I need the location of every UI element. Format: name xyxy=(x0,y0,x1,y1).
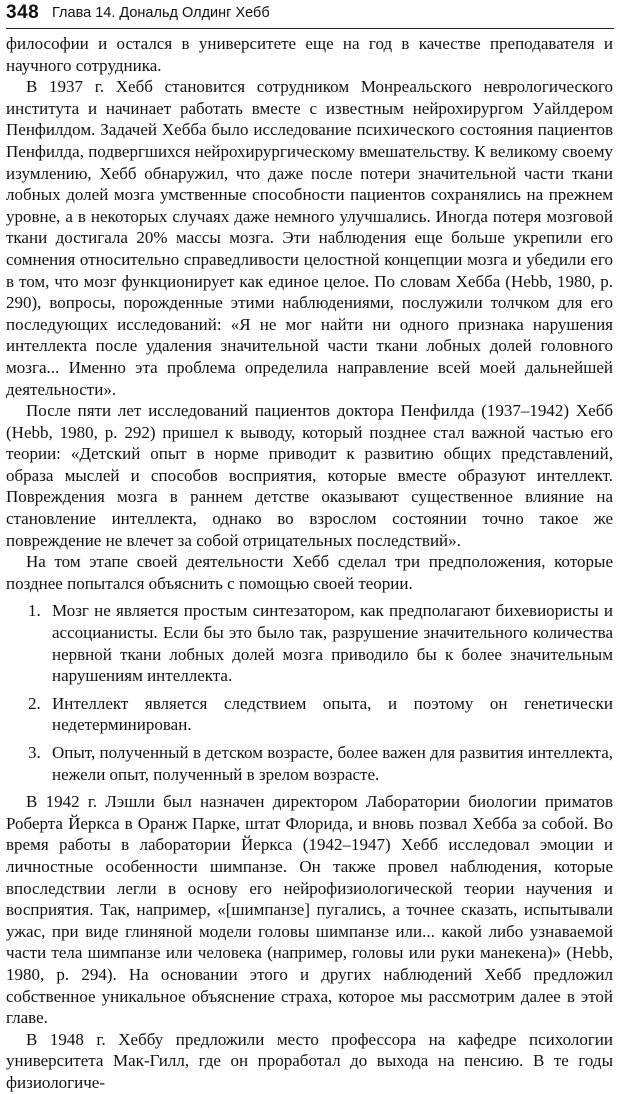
list-item xyxy=(6,742,613,785)
list-item-number: 3. xyxy=(28,743,41,762)
list-item-text: Опыт, полученный в детском возрасте, более важен для развития интеллекта, нежели опыт, полученный в зрелом возрасте. xyxy=(52,743,613,784)
list-item xyxy=(6,600,613,686)
list-item-number: 1. xyxy=(28,601,41,621)
paragraph-1948: В 1948 г. Хеббу предложили место профессора на кафедре психологии университета Мак-Гилл, где он проработал до выхода на пенсию. В те годы физиологиче- xyxy=(6,1029,613,1092)
paragraph-1937: В 1937 г. Хебб становится сотрудником Монреальского неврологического института и начинает работать вместе с известным нейрохирургом Уайлдером Пенфилдом. Задачей Хебба было исследование психического состояния пациентов Пенфилда, подвергшихся нейрохирургическому вмешательству. К великому своему изумлению, Хебб обнаружил, что даже после потери значительной части ткани лобных долей мозга умственные способности пациентов сохранялись на прежнем уровне, а в некоторых случаях даже немного улучшались. Иногда потеря мозговой ткани достигала 20% массы мозга. Эти наблюдения еще больше укрепили его сомнения относительно справедливости целостной концепции мозга и убедили его в том, что мозг функционирует как единое целое. По словам Хебба (Hebb, 1980, p. 290), вопросы, порожденные этими наблюдениями, послужили толчком для его последующих исследований: «Я не мог найти ни одного признака нарушения интеллекта после удаления значительной части ткани лобных долей головного мозга... Именно эта проблема определила направление всей моей дальнейшей деятельности». xyxy=(6,77,613,399)
page-body xyxy=(6,33,613,1094)
running-title: Глава 14. Дональд Олдинг Хебб xyxy=(52,5,270,21)
paragraph-1942: В 1942 г. Лэшли был назначен директором Лаборатории биологии приматов Роберта Йеркса в Оранж Парке, штат Флорида, и вновь позвал Хебба за собой. Во время работы в лаборатории Йеркса (1942–1947) Хебб исследовал эмоции и личностные особенности шимпанзе. Он также провел наблюдения, которые впоследствии легли в основу его нейрофизиологической теории научения и восприятия. Так, например, «[шимпанзе] пугались, а точнее сказать, испытывали ужас, при виде глиняной модели головы шимпанзе или... какой либо узнаваемой части тела шимпанзе или человека (например, головы или руки манекена)» (Hebb, 1980, p. 294). На основании этого и других наблюдений Хебб предложил собственное уникальное объяснение страха, которое мы рассмотрим далее в этой главе. xyxy=(6,792,613,1028)
page-header xyxy=(6,2,614,29)
list-item-number: 2. xyxy=(28,693,41,713)
list-item-text: Интеллект является следствием опыта, и поэтому он генетически недетерминирован. xyxy=(52,693,613,735)
list-item xyxy=(6,693,613,736)
paragraph-penfield-study: После пяти лет исследований пациентов доктора Пенфилда (1937–1942) Хебб (Hebb, 1980, p. 292) пришел к выводу, который позднее стал важной частью его теории: «Детский опыт в норме приводит к развитию общих представлений, образа мыслей и способов восприятия, которые вместе образуют интеллект. Повреждения мозга в раннем детстве оказывают существенное влияние на становление интеллекта, однако во взрослом состоянии точно такое же повреждение не влечет за собой отрицательных последствий». xyxy=(6,401,613,550)
list-item-text: Мозг не является простым синтезатором, как предполагают бихевиористы и ассоцианисты. Если бы это было так, разрушение значительного количества нервной ткани лобных долей мозга приводило бы к более значительным нарушениям интеллекта. xyxy=(52,601,613,686)
page-number: 348 xyxy=(6,2,40,23)
assumptions-list xyxy=(6,600,613,785)
paragraph-three-assumptions: На том этапе своей деятельности Хебб сделал три предположения, которые позднее попытался объяснить с помощью своей теории. xyxy=(6,552,613,593)
paragraph-continuation: философии и остался в университете еще на год в качестве преподавателя и научного сотрудника. xyxy=(6,34,613,75)
